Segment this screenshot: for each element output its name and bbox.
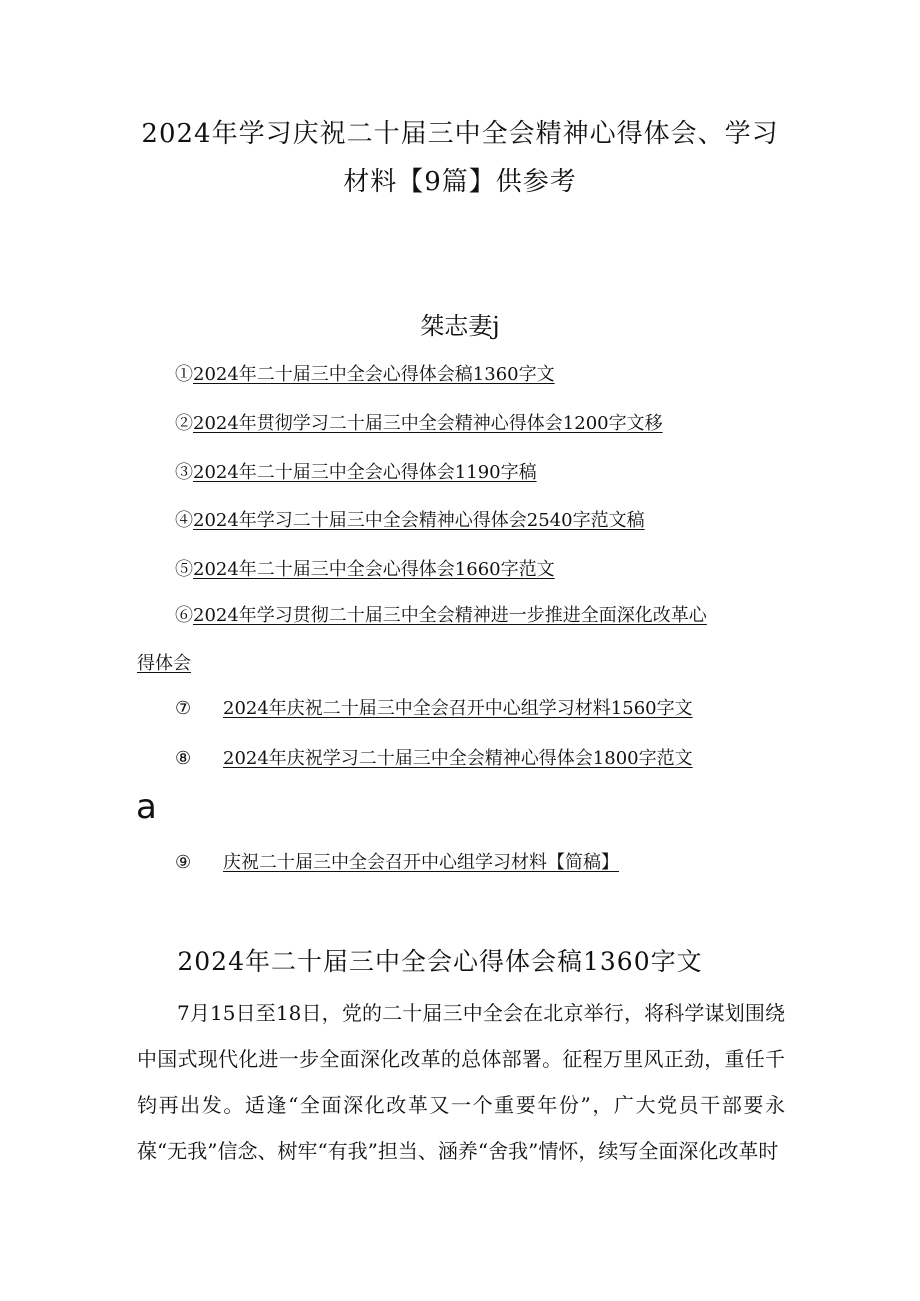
- toc-item-number: ②: [175, 413, 193, 434]
- body-paragraph: 7月15日至18日，党的二十届三中全会在北京举行，将科学谋划围绕中国式现代化进一步全面深化改革的总体部署。征程万里风正劲，重任千钧再出发。适逢“全面深化改革又一个重要年份”，广大党员干部要永葆“无我”信念、树牢“有我”担当、涵养“舍我”情怀，续写全面深化改革时: [137, 1001, 785, 1163]
- stray-character: a: [136, 787, 157, 827]
- toc-heading: 桀志妻j: [420, 312, 500, 340]
- toc-item-number: ③: [175, 462, 193, 483]
- toc-item-4[interactable]: [175, 508, 645, 534]
- toc-item-1[interactable]: [175, 362, 555, 388]
- toc-item-number: ⑤: [175, 559, 193, 580]
- toc-link[interactable]: 2024年学习贯彻二十届三中全会精神进一步推进全面深化改革心: [193, 605, 707, 626]
- toc-link[interactable]: 2024年二十届三中全会心得体会1190字稿: [193, 462, 537, 483]
- toc-link[interactable]: 2024年二十届三中全会心得体会稿1360字文: [193, 364, 555, 385]
- toc-link[interactable]: 庆祝二十届三中全会召开中心组学习材料【简稿】: [223, 852, 619, 873]
- toc-item-number: ①: [175, 364, 193, 385]
- toc-item-number: ⑦: [175, 698, 192, 719]
- toc-item-number: ⑨: [175, 852, 192, 873]
- toc-link[interactable]: 2024年贯彻学习二十届三中全会精神心得体会1200字文移: [193, 413, 663, 434]
- document-title: [120, 110, 800, 206]
- toc-item-8[interactable]: [175, 746, 693, 772]
- toc-item-3[interactable]: [175, 460, 537, 486]
- toc-item-9[interactable]: [175, 850, 619, 876]
- toc-item-6[interactable]: [137, 592, 797, 688]
- document-title-line-1: 2024年学习庆祝二十届三中全会精神心得体会、学习: [141, 119, 779, 149]
- toc-item-number: ④: [175, 510, 193, 531]
- toc-link[interactable]: 2024年学习二十届三中全会精神心得体会2540字范文稿: [193, 510, 645, 531]
- toc-item-7[interactable]: [175, 696, 693, 722]
- toc-link-continuation[interactable]: 得体会: [137, 653, 191, 674]
- toc-item-2[interactable]: [175, 411, 663, 437]
- toc-item-5[interactable]: [175, 557, 555, 583]
- document-title-line-2: 材料【9篇】供参考: [343, 167, 577, 197]
- toc-link[interactable]: 2024年二十届三中全会心得体会1660字范文: [193, 559, 555, 580]
- toc-item-number: ⑥: [175, 605, 193, 626]
- toc-link[interactable]: 2024年庆祝二十届三中全会召开中心组学习材料1560字文: [223, 698, 693, 719]
- section-heading: 2024年二十届三中全会心得体会稿1360字文: [177, 947, 703, 976]
- toc-item-number: ⑧: [175, 748, 192, 769]
- toc-link[interactable]: 2024年庆祝学习二十届三中全会精神心得体会1800字范文: [223, 748, 693, 769]
